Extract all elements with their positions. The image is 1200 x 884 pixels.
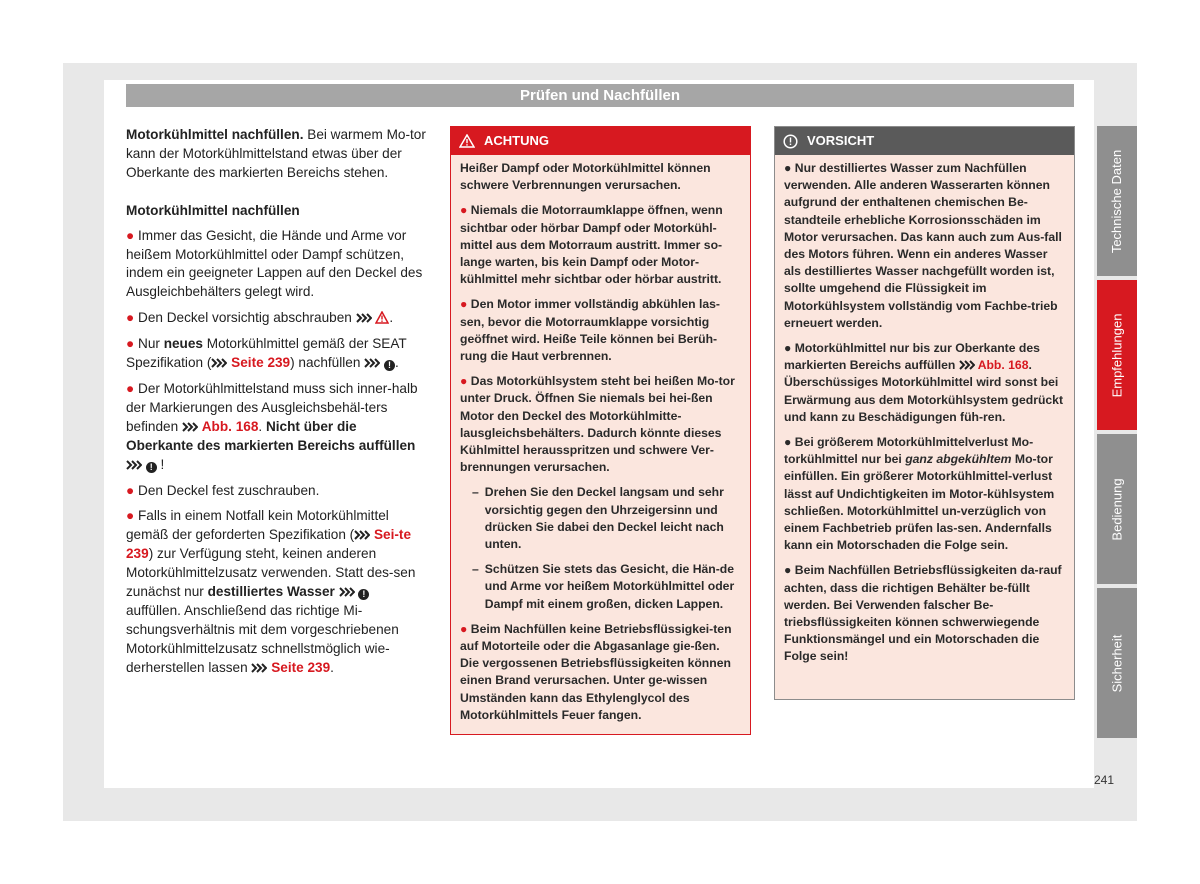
warning-box-title: ACHTUNG (484, 133, 549, 148)
bullet-icon: ● (460, 621, 468, 636)
tab-empfehlungen[interactable]: Empfehlungen (1097, 280, 1137, 430)
bullet-icon: ● (126, 310, 135, 326)
figure-reference-link[interactable]: Abb. 168 (201, 418, 259, 434)
warning-box-body (451, 155, 750, 724)
cross-reference-arrows-icon (354, 530, 370, 540)
intro-paragraph (126, 126, 426, 183)
list-item: ● Den Deckel vorsichtig abschrauben . (126, 310, 394, 326)
bullet-icon: ● (126, 336, 135, 352)
caution-circle-icon (783, 134, 798, 149)
list-item: ● Beim Nachfüllen Betriebsflüssigkeiten da-rauf achten, dass die richtigen Behälter be-füllt werden. Bei Verwenden falscher Be-triebsflüssigkeiten können schwerwiegende Funktionsmängel und ein Motorschaden die Folge sein! (784, 563, 1062, 664)
cross-reference-arrows-icon (182, 422, 198, 432)
caution-box-title: VORSICHT (807, 133, 875, 148)
caution-notice-icon[interactable]: ! (358, 589, 369, 600)
cross-reference-arrows-icon (356, 313, 372, 323)
page-title: Prüfen und Nachfüllen (126, 84, 1074, 107)
list-item: ● Der Motorkühlmittelstand muss sich inner-halb der Markierungen des Ausgleichsbehäl-ters befinden Abb. 168. Nicht über die Oberkante des markierten Bereichs auffüllen ! ! (126, 380, 418, 472)
warning-triangle-icon (459, 134, 475, 148)
page-reference-link[interactable]: Seite 239 (231, 355, 291, 371)
cross-reference-arrows-icon (959, 360, 975, 370)
caution-notice-icon[interactable]: ! (384, 360, 395, 371)
list-item: ● Beim Nachfüllen keine Betriebsflüssigkei-ten auf Motorteile oder die Abgasanlage gie-ßen. Die vergossenen Betriebsflüssigkeiten können einen Brand verursachen. Unter ge-wissen Umständen kann das Ethylenglycol des Motorkühlmittels Feuer fangen. (460, 621, 732, 722)
list-item: ● Den Motor immer vollständig abkühlen las-sen, bevor die Motorraumklappe vorsichtig geöffnet wird. Heiße Teile können bei Berüh-rung die Haut verbrennen. (460, 297, 720, 364)
bullet-icon: ● (784, 563, 792, 578)
intro-bold: Motorkühlmittel nachfüllen. (126, 127, 304, 142)
cross-reference-arrows-icon (211, 358, 227, 368)
caution-box (774, 126, 1075, 700)
page-reference-link[interactable]: Sei-te 239 (126, 527, 412, 562)
warning-triangle-icon[interactable] (375, 311, 389, 324)
tab-sicherheit[interactable]: Sicherheit (1097, 588, 1137, 738)
list-item: ● Niemals die Motorraumklappe öffnen, wenn sichtbar oder hörbar Dampf oder Motorkühl-mittel aus dem Motorraum austritt. Immer so-lange warten, bis kein Dampf oder Motor-kühlmittel mehr sichtbar oder hörbar austritt. (460, 203, 723, 287)
intro-text: Bei warmem Mo-tor kann der Motorkühlmittelstand etwas über der Oberkante des markierten Bereichs stehen. (126, 127, 426, 180)
bullet-icon: ● (784, 161, 792, 175)
figure-reference-link[interactable]: Abb. 168 (977, 358, 1029, 373)
caution-notice-icon[interactable]: ! (146, 462, 157, 473)
cross-reference-arrows-icon (364, 358, 380, 368)
tab-bedienung[interactable]: Bedienung (1097, 434, 1137, 584)
sub-list-item: – Schützen Sie stets das Gesicht, die Hän-de und Arme vor heißem Motorkühlmittel oder Dampf mit einem großen, dicken Lappen. (472, 562, 735, 611)
list-item: ● Bei größerem Motorkühlmittelverlust Mo-torkühlmittel nur bei ganz abgekühltem Mo-tor einfüllen. Ein größerer Motorkühlmittel-verlust lässt auf Undichtigkeiten im Motor-kühlsystem schließen. Motorkühlmittel un-verzüglich von einem Fachbetrieb prüfen las-sen. Andernfalls kann ein Motorschaden die Folge sein. (784, 435, 1055, 553)
list-item (126, 227, 426, 303)
page-reference-link[interactable]: Seite 239 (271, 659, 331, 675)
cross-reference-arrows-icon (339, 587, 355, 597)
bullet-icon: ● (126, 508, 135, 524)
bullet-icon: ● (784, 435, 792, 450)
list-item-text: Den Deckel vorsichtig abschrauben (138, 310, 352, 326)
list-item-text: Immer das Gesicht, die Hände und Arme vor heißem Motorkühlmittel oder Dampf schützen, indem ein geeigneter Lappen auf den Deckel des Ausgleichbehälters gelegt wird. (126, 227, 423, 300)
warning-intro: Heißer Dampf oder Motorkühlmittel können schwere Verbrennungen verursachen. (460, 161, 711, 193)
bullet-icon: ● (460, 374, 468, 389)
caution-box-body (775, 155, 1074, 666)
list-item (126, 482, 426, 501)
bullet-icon: ● (460, 203, 468, 218)
warning-box (450, 126, 751, 735)
list-item-text: Den Deckel fest zuschrauben. (138, 482, 320, 498)
main-text-column (126, 126, 426, 685)
caution-box-header (775, 127, 1074, 155)
sub-list-item: – Drehen Sie den Deckel langsam und sehr vorsichtig gegen den Uhrzeigersinn und drücken Sie dabei den Deckel leicht nach unten. (472, 485, 724, 552)
tab-technische-daten[interactable]: Technische Daten (1097, 126, 1137, 276)
bullet-icon: ● (126, 227, 135, 243)
list-item: ● Motorkühlmittel nur bis zur Oberkante des markierten Bereichs auffüllen Abb. 168. Überschüssiges Motorkühlmittel wird sonst bei Erwärmung aus dem Motorkühlsystem gedrückt und kann zu Beschädigungen füh-ren. (784, 341, 1064, 424)
bullet-icon: ● (126, 380, 135, 396)
page-number: 241 (1094, 773, 1115, 787)
cross-reference-arrows-icon (126, 460, 142, 470)
warning-box-header (451, 127, 750, 155)
list-item: ● Das Motorkühlsystem steht bei heißen Mo-tor unter Druck. Öffnen Sie niemals bei hei-ßen Motor den Deckel des Motorkühlmitte-lausgleichsbehälters. Dadurch könnte dieses Kühlmittel herausspritzen und schwere Ver-brennungen verursachen. (460, 374, 735, 475)
list-item: ● Falls in einem Notfall kein Motorkühlmittel gemäß der geforderten Spezifikation ( Sei-te 239) zur Verfügung steht, keinen anderen Motorkühlmittelzusatz verwenden. Statt des-sen zunächst nur destilliertes Wasser ! auffüllen. Anschließend das richtige Mi-schungsverhältnis mit dem vorgeschriebenen Motorkühlmittelzusatz schnellstmöglich wie-derherstellen lassen Seite 239. (126, 508, 416, 675)
bullet-icon: ● (784, 341, 792, 356)
bullet-icon: ● (460, 297, 468, 312)
list-item: ● Nur destilliertes Wasser zum Nachfüllen verwenden. Alle anderen Wasserarten können aufgrund der enthaltenen chemischen Be-standteile erhebliche Korrosionsschäden im Motor verursachen. Das kann auch zum Aus-fall des Motors führen. Wenn ein anderes Wasser als destilliertes Wasser nachgefüllt worden ist, sollte umgehend die Flüssigkeit im Motorkühlsystem vollständig vom Fachbe-trieb erneuert werden. (784, 161, 1062, 330)
bullet-icon: ● (126, 482, 135, 498)
section-heading: Motorkühlmittel nachfüllen (126, 202, 300, 218)
list-item: ● Nur neues Motorkühlmittel gemäß der SEAT Spezifikation ( Seite 239) nachfüllen ! . (126, 336, 407, 371)
cross-reference-arrows-icon (251, 663, 267, 673)
